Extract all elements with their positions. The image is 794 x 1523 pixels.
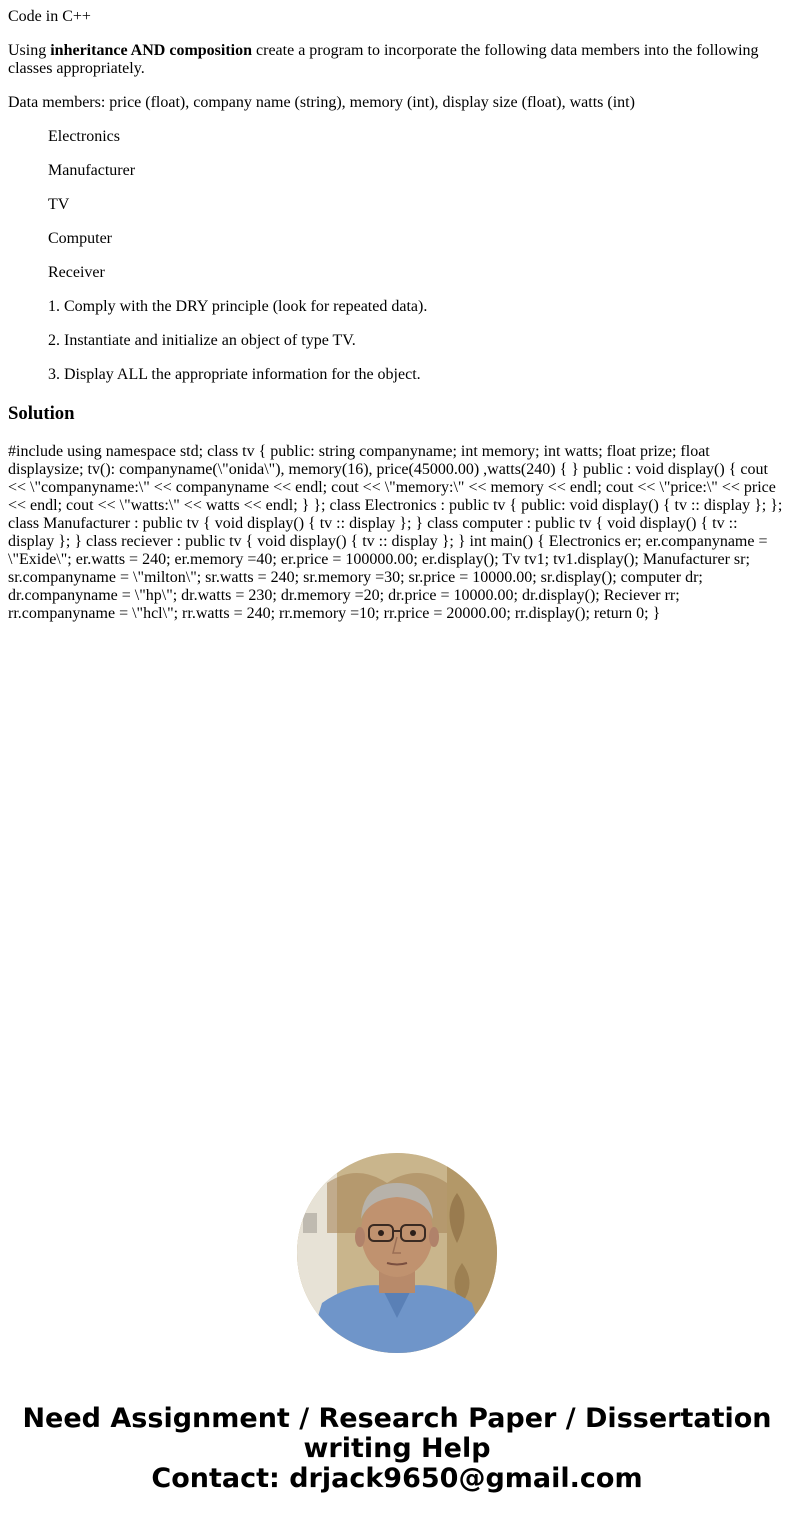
class-item-receiver: Receiver <box>48 264 105 281</box>
promo-line-2: writing Help <box>303 1433 491 1464</box>
class-item-tv: TV <box>48 196 70 213</box>
promo-contact: Contact: drjack9650@gmail.com <box>151 1463 643 1494</box>
intro-before: Using <box>8 42 51 59</box>
class-item-manufacturer: Manufacturer <box>48 162 136 179</box>
promo-line-1: Need Assignment / Research Paper / Dissertation <box>22 1403 772 1434</box>
requirement-3: 3. Display ALL the appropriate information for the object. <box>48 366 421 383</box>
question-intro <box>8 42 786 78</box>
requirement-1: 1. Comply with the DRY principle (look for repeated data). <box>48 298 428 315</box>
intro-after: create a program to incorporate the following data members into the following classes appropriately. <box>8 42 759 77</box>
solution-heading: Solution <box>8 403 75 424</box>
author-photo-illustration <box>297 1153 497 1353</box>
solution-code: #include using namespace std; class tv { public: string companyname; int memory; int watts; float prize; float displaysize; tv(): companyname(\"onida\"), memory(16), price(45000.00) ,watts(240) { } public : void display() { cout << \"companyname:\" << companyname << endl; cout << \"memory:\" << memory << endl; cout << \"price:\" << price << endl; cout << \"watts:\" << watts << endl; } }; class Electronics : public tv { public: void display() { tv :: display }; }; class Manufacturer : public tv { void display() { tv :: display }; } class computer : public tv { void display() { tv :: display }; } class reciever : public tv { void display() { tv :: display }; } int main() { Electronics er; er.companyname = \"Exide\"; er.watts = 240; er.memory =40; er.price = 100000.00; er.display(); Tv tv1; tv1.display(); Manufacturer sr; sr.companyname = \"milton\"; sr.watts = 240; sr.memory =30; sr.price = 10000.00; sr.display(); computer dr; dr.companyname = \"hp\"; dr.watts = 230; dr.memory =20; dr.price = 10000.00; dr.display(); Reciever rr; rr.companyname = \"hcl\"; rr.watts = 240; rr.memory =10; rr.price = 20000.00; rr.display(); return 0; } <box>8 443 783 622</box>
class-item-computer: Computer <box>48 230 112 247</box>
data-members-line: Data members: price (float), company name (string), memory (int), display size (float), watts (int) <box>8 94 635 111</box>
promo-banner <box>0 1404 794 1494</box>
requirement-2: 2. Instantiate and initialize an object of type TV. <box>48 332 356 349</box>
intro-bold: inheritance AND composition <box>50 42 253 59</box>
class-item-electronics: Electronics <box>48 128 120 145</box>
author-photo-icon <box>297 1153 497 1353</box>
question-title: Code in C++ <box>8 8 91 25</box>
